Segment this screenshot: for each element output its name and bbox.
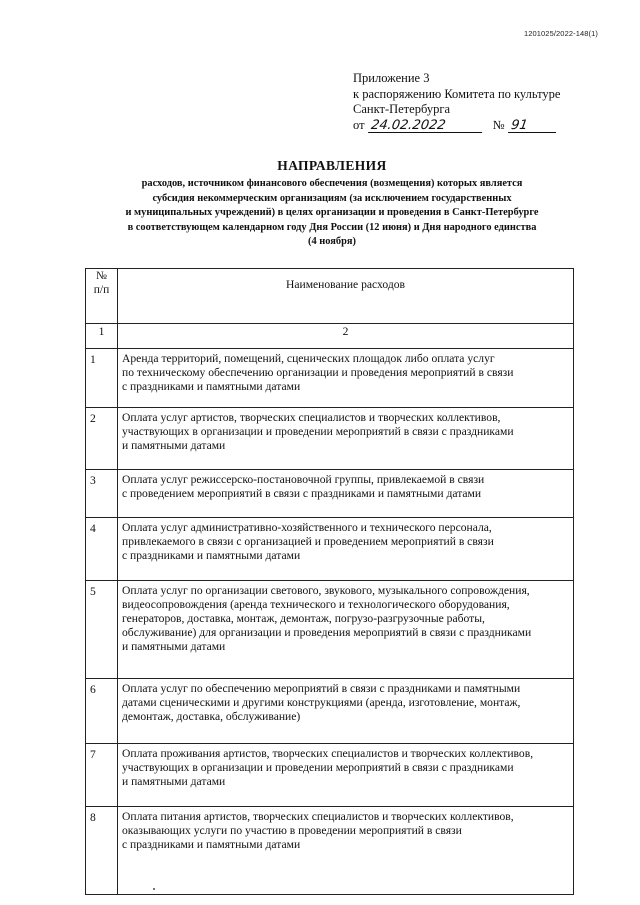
row-number: 2: [86, 408, 118, 470]
subtitle-line: расходов, источником финансового обеспечения (возмещения) которых является: [141, 178, 523, 189]
row-text-line: демонтаж, доставка, обслуживание): [122, 710, 301, 723]
row-number: 7: [86, 744, 118, 807]
row-text: [118, 581, 574, 679]
table-row: [86, 679, 574, 744]
appendix-order-ref: к распоряжению Комитета по культуре: [353, 86, 561, 101]
index-col-1: 1: [86, 324, 118, 349]
row-text-line: участвующих в организации и проведении мероприятий в связи с праздниками: [122, 761, 514, 774]
subtitle-line: в соответствующем календарном году Дня России (12 июня) и Дня народного единства: [127, 221, 537, 233]
appendix-city: Санкт-Петербурга: [353, 102, 451, 116]
scan-speck: [153, 888, 155, 890]
row-text-line: с праздниками и памятными датами: [122, 838, 301, 851]
row-text-line: Оплата услуг по обеспечению мероприятий в связи с праздниками и памятными: [122, 682, 521, 695]
row-text: [118, 744, 574, 807]
appendix-block: [353, 71, 613, 133]
row-text-line: видеосопровождения (аренда технического и технологического оборудования,: [122, 598, 510, 611]
row-text-line: с проведением мероприятий в связи с праздниками и памятными датами: [122, 487, 482, 500]
row-text-line: оказывающих услуги по участию в проведении мероприятий в связи: [122, 824, 462, 837]
row-text-line: с праздниками и памятными датами: [122, 380, 301, 393]
row-text-line: и памятными датами: [122, 439, 226, 452]
from-label: от: [353, 117, 365, 132]
row-text: [118, 518, 574, 581]
table-row: [86, 581, 574, 679]
row-number: 1: [86, 349, 118, 408]
subtitle-line: (4 ноября): [308, 236, 356, 248]
document-title: НАПРАВЛЕНИЯ: [277, 158, 387, 173]
document-title-block: [82, 158, 582, 250]
table-index-row: [86, 324, 574, 349]
row-text-line: и памятными датами: [122, 775, 226, 788]
row-text-line: Оплата услуг режиссерско-постановочной группы, привлекаемой в связи: [122, 473, 485, 486]
table-row: [86, 408, 574, 470]
number-label: №: [492, 117, 505, 132]
row-text-line: Оплата проживания артистов, творческих специалистов и творческих коллективов,: [122, 747, 534, 760]
row-text-line: Оплата услуг административно-хозяйственного и технического персонала,: [122, 521, 492, 534]
row-text-line: с праздниками и памятными датами: [122, 549, 301, 562]
header-name-cell: Наименование расходов: [118, 269, 574, 324]
row-text: [118, 807, 574, 895]
table-row: [86, 518, 574, 581]
table-row: [86, 807, 574, 895]
document-id: 1201025/2022-148(1): [523, 29, 598, 38]
row-text: [118, 349, 574, 408]
row-number: 3: [86, 470, 118, 518]
index-col-2: 2: [118, 324, 574, 349]
row-text-line: и памятными датами: [122, 640, 226, 653]
document-subtitle: [82, 177, 582, 250]
row-text-line: датами сценическими и другими конструкциями (аренда, изготовление, монтаж,: [122, 696, 521, 709]
header-num-abbr: п/п: [93, 284, 110, 296]
handwritten-number: 91: [508, 119, 558, 133]
row-text: [118, 679, 574, 744]
row-text-line: Оплата услуг по организации светового, звукового, музыкального сопровождения,: [122, 584, 530, 597]
table-header-row: [86, 269, 574, 324]
handwritten-date: 24.02.2022: [368, 119, 484, 133]
row-text: [118, 408, 574, 470]
row-number: 8: [86, 807, 118, 895]
row-text-line: обслуживание) для организации и проведения мероприятий в связи с праздниками: [122, 626, 532, 639]
row-number: 6: [86, 679, 118, 744]
row-text-line: участвующих в организации и проведении мероприятий в связи с праздниками: [122, 425, 514, 438]
subtitle-line: и муниципальных учреждений) в целях организации и проведения в Санкт-Петербурге: [125, 207, 539, 219]
row-text-line: по техническому обеспечению организации и проведения мероприятий в связи: [122, 366, 514, 379]
row-text-line: Аренда территорий, помещений, сценических площадок либо оплата услуг: [122, 352, 495, 365]
appendix-title: Приложение 3: [353, 71, 430, 85]
row-text-line: Оплата услуг артистов, творческих специалистов и творческих коллективов,: [122, 411, 501, 424]
row-number: 5: [86, 581, 118, 679]
appendix-date-number-line: [353, 118, 613, 134]
header-num-symbol: №: [96, 270, 107, 282]
row-number: 4: [86, 518, 118, 581]
row-text-line: Оплата питания артистов, творческих специалистов и творческих коллективов,: [122, 810, 514, 823]
row-text: [118, 470, 574, 518]
expenses-table: [85, 268, 574, 895]
row-text-line: привлекаемого в связи с организацией и проведением мероприятий в связи: [122, 535, 494, 548]
table-row: [86, 744, 574, 807]
subtitle-line: субсидия некоммерческим организациям (за исключением государственных: [152, 192, 512, 204]
row-text-line: генераторов, доставка, монтаж, демонтаж, погрузо-разгрузочные работы,: [122, 612, 485, 625]
header-num-cell: [86, 269, 118, 324]
table-row: [86, 349, 574, 408]
table-row: [86, 470, 574, 518]
